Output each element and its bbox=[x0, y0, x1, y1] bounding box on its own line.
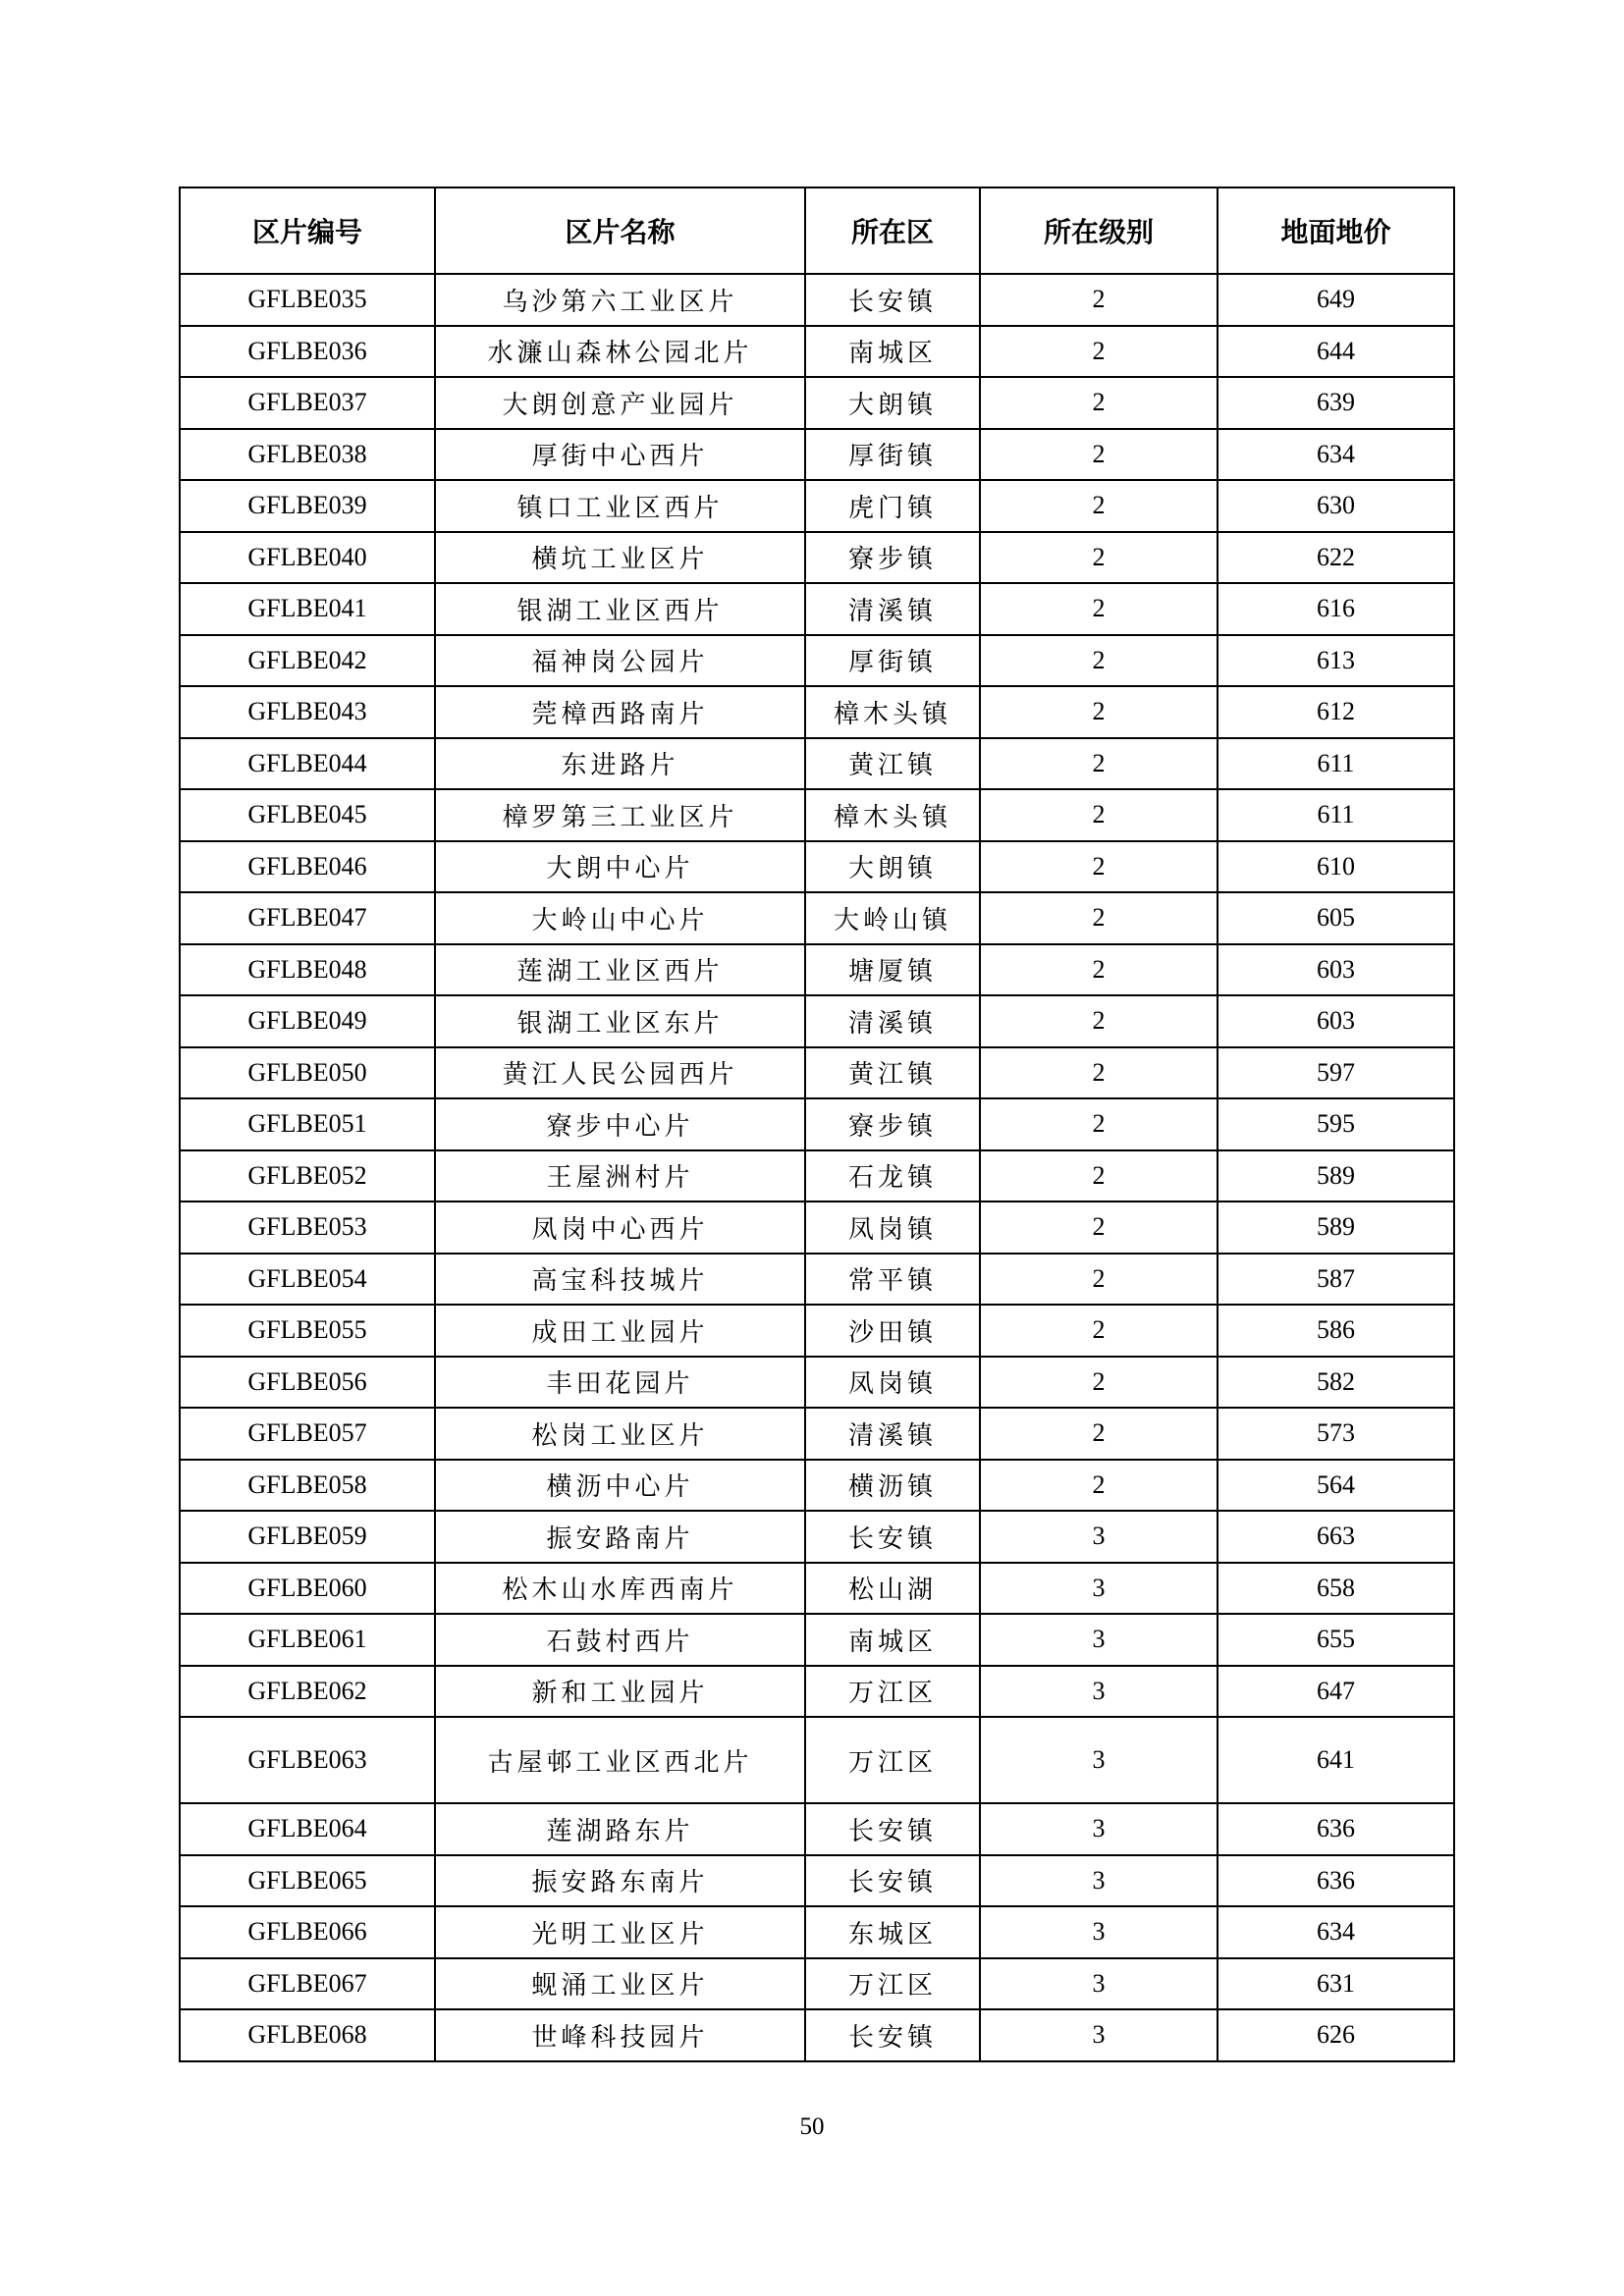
table-row bbox=[180, 1201, 1454, 1254]
cell-district: 松山湖 bbox=[805, 1563, 980, 1615]
cell-district: 黄江镇 bbox=[805, 738, 980, 790]
cell-zone-code: GFLBE062 bbox=[180, 1666, 435, 1718]
cell-land-price: 613 bbox=[1218, 635, 1454, 687]
cell-land-price: 603 bbox=[1218, 944, 1454, 996]
cell-zone-code: GFLBE043 bbox=[180, 686, 435, 738]
cell-district: 寮步镇 bbox=[805, 532, 980, 584]
cell-level: 2 bbox=[980, 532, 1218, 584]
cell-zone-code: GFLBE039 bbox=[180, 480, 435, 532]
cell-land-price: 611 bbox=[1218, 789, 1454, 841]
cell-level: 2 bbox=[980, 1201, 1218, 1254]
cell-zone-code: GFLBE036 bbox=[180, 326, 435, 378]
cell-zone-code: GFLBE067 bbox=[180, 1958, 435, 2010]
table-row bbox=[180, 532, 1454, 584]
cell-land-price: 639 bbox=[1218, 377, 1454, 429]
cell-land-price: 649 bbox=[1218, 274, 1454, 326]
cell-district: 沙田镇 bbox=[805, 1305, 980, 1357]
table-row bbox=[180, 738, 1454, 790]
cell-level: 3 bbox=[980, 1906, 1218, 1958]
cell-zone-code: GFLBE041 bbox=[180, 583, 435, 635]
cell-zone-name: 王屋洲村片 bbox=[435, 1150, 805, 1202]
cell-land-price: 616 bbox=[1218, 583, 1454, 635]
cell-district: 清溪镇 bbox=[805, 1408, 980, 1460]
cell-land-price: 644 bbox=[1218, 326, 1454, 378]
cell-level: 3 bbox=[980, 1666, 1218, 1718]
cell-district: 南城区 bbox=[805, 326, 980, 378]
cell-zone-name: 樟罗第三工业区片 bbox=[435, 789, 805, 841]
cell-level: 2 bbox=[980, 1150, 1218, 1202]
table-row bbox=[180, 1855, 1454, 1907]
table-row bbox=[180, 995, 1454, 1047]
land-price-table bbox=[179, 187, 1455, 2062]
cell-zone-code: GFLBE040 bbox=[180, 532, 435, 584]
cell-level: 3 bbox=[980, 1717, 1218, 1803]
table-row bbox=[180, 1254, 1454, 1306]
cell-zone-code: GFLBE066 bbox=[180, 1906, 435, 1958]
cell-land-price: 564 bbox=[1218, 1460, 1454, 1512]
cell-zone-code: GFLBE045 bbox=[180, 789, 435, 841]
cell-district: 凤岗镇 bbox=[805, 1201, 980, 1254]
cell-land-price: 597 bbox=[1218, 1047, 1454, 1099]
cell-zone-code: GFLBE064 bbox=[180, 1803, 435, 1855]
cell-land-price: 610 bbox=[1218, 841, 1454, 893]
cell-level: 2 bbox=[980, 583, 1218, 635]
table-row bbox=[180, 1717, 1454, 1803]
cell-zone-name: 凤岗中心西片 bbox=[435, 1201, 805, 1254]
cell-district: 虎门镇 bbox=[805, 480, 980, 532]
cell-zone-name: 黄江人民公园西片 bbox=[435, 1047, 805, 1099]
cell-level: 2 bbox=[980, 635, 1218, 687]
table-row bbox=[180, 944, 1454, 996]
cell-district: 清溪镇 bbox=[805, 995, 980, 1047]
cell-zone-name: 成田工业园片 bbox=[435, 1305, 805, 1357]
cell-land-price: 630 bbox=[1218, 480, 1454, 532]
cell-land-price: 658 bbox=[1218, 1563, 1454, 1615]
cell-district: 长安镇 bbox=[805, 274, 980, 326]
cell-zone-name: 丰田花园片 bbox=[435, 1357, 805, 1409]
cell-district: 塘厦镇 bbox=[805, 944, 980, 996]
cell-level: 2 bbox=[980, 326, 1218, 378]
cell-level: 2 bbox=[980, 995, 1218, 1047]
cell-land-price: 634 bbox=[1218, 429, 1454, 481]
table-row bbox=[180, 1906, 1454, 1958]
table-row bbox=[180, 1958, 1454, 2010]
cell-district: 万江区 bbox=[805, 1958, 980, 2010]
cell-level: 3 bbox=[980, 2009, 1218, 2061]
cell-land-price: 582 bbox=[1218, 1357, 1454, 1409]
table-row bbox=[180, 1460, 1454, 1512]
cell-district: 大朗镇 bbox=[805, 377, 980, 429]
cell-zone-name: 东进路片 bbox=[435, 738, 805, 790]
cell-district: 南城区 bbox=[805, 1614, 980, 1666]
cell-district: 凤岗镇 bbox=[805, 1357, 980, 1409]
cell-level: 2 bbox=[980, 892, 1218, 944]
cell-district: 大岭山镇 bbox=[805, 892, 980, 944]
cell-land-price: 647 bbox=[1218, 1666, 1454, 1718]
cell-level: 2 bbox=[980, 274, 1218, 326]
cell-zone-name: 大朗中心片 bbox=[435, 841, 805, 893]
table-header-row bbox=[180, 187, 1454, 274]
cell-zone-code: GFLBE050 bbox=[180, 1047, 435, 1099]
page-number: 50 bbox=[799, 2113, 825, 2140]
table-row bbox=[180, 480, 1454, 532]
cell-zone-name: 大岭山中心片 bbox=[435, 892, 805, 944]
cell-level: 3 bbox=[980, 1803, 1218, 1855]
cell-zone-name: 莲湖路东片 bbox=[435, 1803, 805, 1855]
cell-level: 3 bbox=[980, 1614, 1218, 1666]
cell-district: 樟木头镇 bbox=[805, 686, 980, 738]
header-district: 所在区 bbox=[805, 187, 980, 274]
cell-zone-name: 振安路东南片 bbox=[435, 1855, 805, 1907]
cell-zone-name: 石鼓村西片 bbox=[435, 1614, 805, 1666]
cell-land-price: 626 bbox=[1218, 2009, 1454, 2061]
table-body bbox=[180, 274, 1454, 2061]
cell-zone-name: 寮步中心片 bbox=[435, 1098, 805, 1150]
cell-level: 2 bbox=[980, 944, 1218, 996]
cell-zone-code: GFLBE056 bbox=[180, 1357, 435, 1409]
table-row bbox=[180, 1150, 1454, 1202]
cell-zone-name: 世峰科技园片 bbox=[435, 2009, 805, 2061]
cell-level: 2 bbox=[980, 1047, 1218, 1099]
cell-zone-code: GFLBE068 bbox=[180, 2009, 435, 2061]
cell-zone-code: GFLBE054 bbox=[180, 1254, 435, 1306]
cell-zone-code: GFLBE037 bbox=[180, 377, 435, 429]
table-row bbox=[180, 429, 1454, 481]
cell-land-price: 603 bbox=[1218, 995, 1454, 1047]
cell-land-price: 605 bbox=[1218, 892, 1454, 944]
cell-zone-code: GFLBE052 bbox=[180, 1150, 435, 1202]
cell-district: 长安镇 bbox=[805, 1855, 980, 1907]
table-row bbox=[180, 2009, 1454, 2061]
cell-land-price: 636 bbox=[1218, 1803, 1454, 1855]
header-level: 所在级别 bbox=[980, 187, 1218, 274]
cell-land-price: 655 bbox=[1218, 1614, 1454, 1666]
cell-district: 长安镇 bbox=[805, 1511, 980, 1563]
table-row bbox=[180, 1047, 1454, 1099]
cell-district: 清溪镇 bbox=[805, 583, 980, 635]
cell-zone-code: GFLBE051 bbox=[180, 1098, 435, 1150]
table-row bbox=[180, 686, 1454, 738]
cell-level: 2 bbox=[980, 789, 1218, 841]
table-row bbox=[180, 1803, 1454, 1855]
cell-land-price: 636 bbox=[1218, 1855, 1454, 1907]
header-zone-code: 区片编号 bbox=[180, 187, 435, 274]
cell-level: 2 bbox=[980, 1254, 1218, 1306]
cell-level: 2 bbox=[980, 1098, 1218, 1150]
cell-zone-code: GFLBE053 bbox=[180, 1201, 435, 1254]
cell-zone-name: 松岗工业区片 bbox=[435, 1408, 805, 1460]
cell-district: 长安镇 bbox=[805, 1803, 980, 1855]
cell-level: 3 bbox=[980, 1958, 1218, 2010]
cell-land-price: 622 bbox=[1218, 532, 1454, 584]
cell-zone-code: GFLBE055 bbox=[180, 1305, 435, 1357]
cell-zone-code: GFLBE060 bbox=[180, 1563, 435, 1615]
cell-district: 万江区 bbox=[805, 1666, 980, 1718]
cell-zone-name: 松木山水库西南片 bbox=[435, 1563, 805, 1615]
cell-level: 2 bbox=[980, 429, 1218, 481]
cell-zone-code: GFLBE065 bbox=[180, 1855, 435, 1907]
cell-zone-name: 高宝科技城片 bbox=[435, 1254, 805, 1306]
cell-level: 3 bbox=[980, 1855, 1218, 1907]
table-row bbox=[180, 1511, 1454, 1563]
cell-zone-code: GFLBE047 bbox=[180, 892, 435, 944]
cell-district: 大朗镇 bbox=[805, 841, 980, 893]
cell-land-price: 587 bbox=[1218, 1254, 1454, 1306]
cell-level: 2 bbox=[980, 1408, 1218, 1460]
cell-zone-name: 莞樟西路南片 bbox=[435, 686, 805, 738]
cell-district: 厚街镇 bbox=[805, 635, 980, 687]
cell-zone-code: GFLBE059 bbox=[180, 1511, 435, 1563]
cell-zone-name: 莲湖工业区西片 bbox=[435, 944, 805, 996]
cell-level: 2 bbox=[980, 841, 1218, 893]
cell-district: 长安镇 bbox=[805, 2009, 980, 2061]
cell-level: 2 bbox=[980, 1460, 1218, 1512]
cell-district: 横沥镇 bbox=[805, 1460, 980, 1512]
cell-zone-code: GFLBE063 bbox=[180, 1717, 435, 1803]
table-row bbox=[180, 274, 1454, 326]
cell-zone-name: 振安路南片 bbox=[435, 1511, 805, 1563]
cell-level: 2 bbox=[980, 738, 1218, 790]
cell-zone-code: GFLBE044 bbox=[180, 738, 435, 790]
cell-level: 3 bbox=[980, 1511, 1218, 1563]
cell-level: 3 bbox=[980, 1563, 1218, 1615]
table-row bbox=[180, 635, 1454, 687]
table-row bbox=[180, 1357, 1454, 1409]
cell-zone-name: 福神岗公园片 bbox=[435, 635, 805, 687]
cell-zone-name: 横坑工业区片 bbox=[435, 532, 805, 584]
cell-zone-code: GFLBE042 bbox=[180, 635, 435, 687]
cell-land-price: 634 bbox=[1218, 1906, 1454, 1958]
table-row bbox=[180, 1563, 1454, 1615]
table-row bbox=[180, 1408, 1454, 1460]
table-row bbox=[180, 1305, 1454, 1357]
cell-zone-code: GFLBE058 bbox=[180, 1460, 435, 1512]
cell-land-price: 631 bbox=[1218, 1958, 1454, 2010]
table-row bbox=[180, 583, 1454, 635]
cell-zone-name: 蚬涌工业区片 bbox=[435, 1958, 805, 2010]
cell-zone-name: 银湖工业区东片 bbox=[435, 995, 805, 1047]
cell-zone-name: 古屋邨工业区西北片 bbox=[435, 1717, 805, 1803]
cell-land-price: 663 bbox=[1218, 1511, 1454, 1563]
cell-zone-name: 新和工业园片 bbox=[435, 1666, 805, 1718]
cell-zone-name: 乌沙第六工业区片 bbox=[435, 274, 805, 326]
header-zone-name: 区片名称 bbox=[435, 187, 805, 274]
table-row bbox=[180, 326, 1454, 378]
cell-zone-code: GFLBE046 bbox=[180, 841, 435, 893]
cell-zone-name: 横沥中心片 bbox=[435, 1460, 805, 1512]
cell-district: 厚街镇 bbox=[805, 429, 980, 481]
cell-zone-code: GFLBE038 bbox=[180, 429, 435, 481]
cell-district: 黄江镇 bbox=[805, 1047, 980, 1099]
cell-land-price: 589 bbox=[1218, 1201, 1454, 1254]
cell-land-price: 589 bbox=[1218, 1150, 1454, 1202]
table-row bbox=[180, 892, 1454, 944]
cell-level: 2 bbox=[980, 377, 1218, 429]
cell-land-price: 612 bbox=[1218, 686, 1454, 738]
table-row bbox=[180, 377, 1454, 429]
cell-zone-name: 水濂山森林公园北片 bbox=[435, 326, 805, 378]
cell-zone-code: GFLBE048 bbox=[180, 944, 435, 996]
cell-land-price: 586 bbox=[1218, 1305, 1454, 1357]
cell-land-price: 573 bbox=[1218, 1408, 1454, 1460]
table-row bbox=[180, 1614, 1454, 1666]
cell-zone-name: 镇口工业区西片 bbox=[435, 480, 805, 532]
cell-zone-name: 大朗创意产业园片 bbox=[435, 377, 805, 429]
cell-district: 万江区 bbox=[805, 1717, 980, 1803]
table-row bbox=[180, 789, 1454, 841]
table-row bbox=[180, 841, 1454, 893]
cell-level: 2 bbox=[980, 480, 1218, 532]
cell-zone-code: GFLBE035 bbox=[180, 274, 435, 326]
header-land-price: 地面地价 bbox=[1218, 187, 1454, 274]
cell-zone-name: 银湖工业区西片 bbox=[435, 583, 805, 635]
table-row bbox=[180, 1098, 1454, 1150]
cell-district: 东城区 bbox=[805, 1906, 980, 1958]
cell-zone-code: GFLBE057 bbox=[180, 1408, 435, 1460]
cell-district: 樟木头镇 bbox=[805, 789, 980, 841]
cell-land-price: 641 bbox=[1218, 1717, 1454, 1803]
cell-district: 常平镇 bbox=[805, 1254, 980, 1306]
cell-level: 2 bbox=[980, 1357, 1218, 1409]
cell-zone-name: 光明工业区片 bbox=[435, 1906, 805, 1958]
cell-district: 石龙镇 bbox=[805, 1150, 980, 1202]
cell-land-price: 595 bbox=[1218, 1098, 1454, 1150]
cell-zone-code: GFLBE049 bbox=[180, 995, 435, 1047]
table-row bbox=[180, 1666, 1454, 1718]
cell-land-price: 611 bbox=[1218, 738, 1454, 790]
cell-zone-name: 厚街中心西片 bbox=[435, 429, 805, 481]
cell-level: 2 bbox=[980, 686, 1218, 738]
cell-district: 寮步镇 bbox=[805, 1098, 980, 1150]
cell-level: 2 bbox=[980, 1305, 1218, 1357]
cell-zone-code: GFLBE061 bbox=[180, 1614, 435, 1666]
